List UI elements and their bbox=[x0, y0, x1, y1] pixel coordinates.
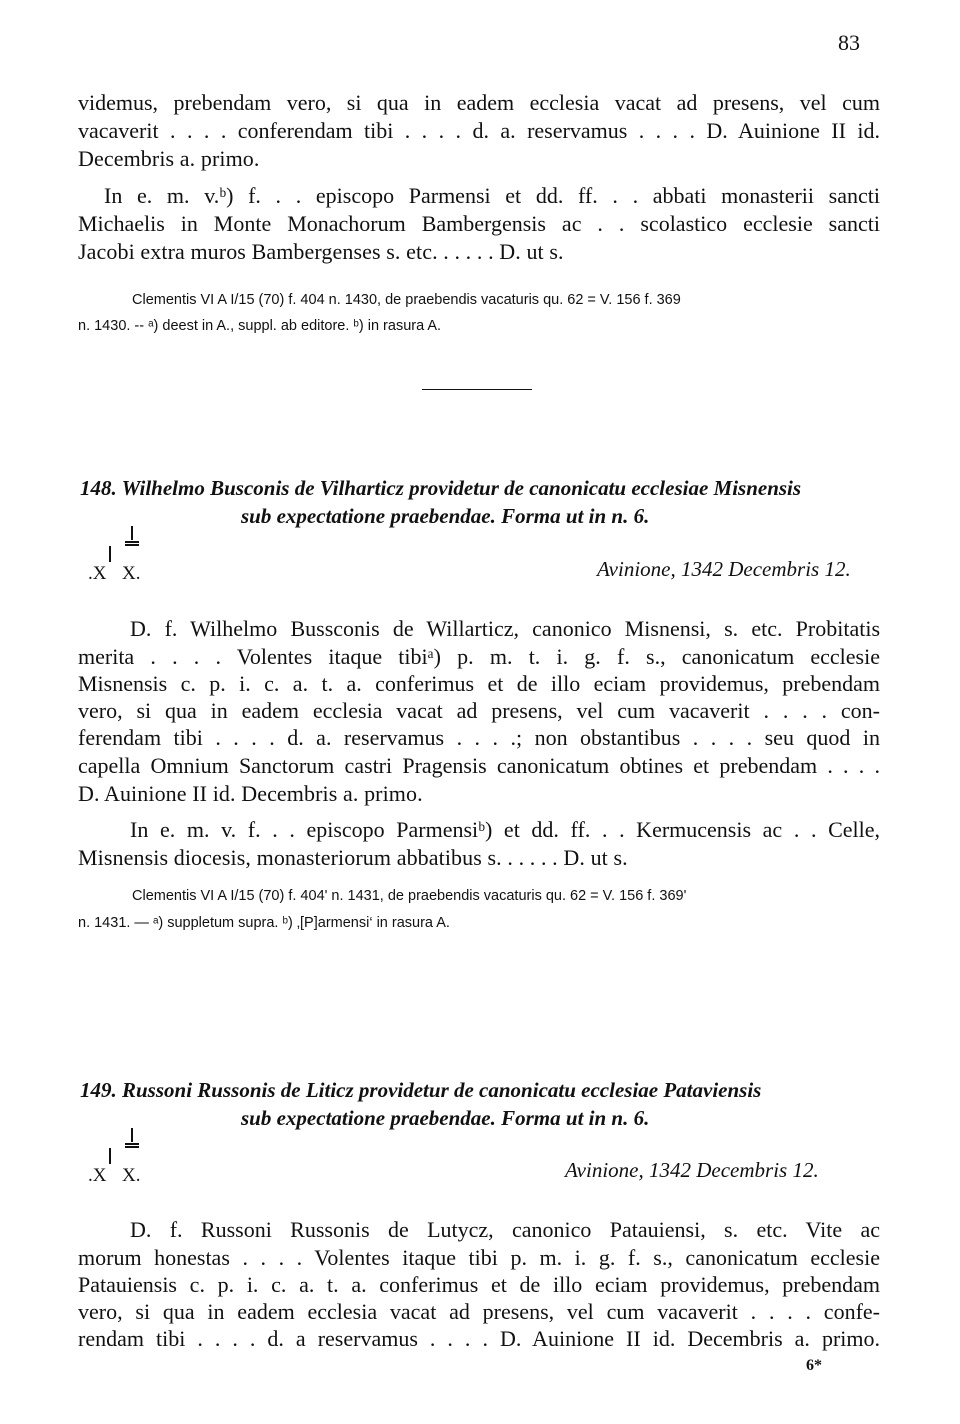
entry-148-number: 148. bbox=[80, 476, 117, 500]
text-line: videmus, prebendam vero, si qua in eadem ecclesia vacat ad presens, vel cum bbox=[78, 90, 880, 115]
entry-149-number: 149. bbox=[80, 1078, 117, 1102]
text-line: merita . . . . Volentes itaque tibiᵃ) p. m. t. i. g. f. s., canonicatum ecclesie bbox=[78, 644, 880, 669]
text-line: Jacobi extra muros Bambergenses s. etc. . . . . . D. ut s. bbox=[78, 239, 564, 264]
entry-148-date-mark bbox=[80, 540, 180, 584]
entry-149-title-line-1: Russoni Russonis de Liticz providetur de canonicatu ecclesiae Pataviensis bbox=[122, 1078, 762, 1102]
entry-149-title-line-2: sub expectatione praebendae. Forma ut in n. 6. bbox=[241, 1106, 650, 1130]
mark-left: .X bbox=[88, 1165, 107, 1186]
text-line: Decembris a. primo. bbox=[78, 146, 260, 171]
mark-stroke bbox=[122, 1128, 142, 1149]
mark-right: X. bbox=[122, 1165, 141, 1186]
text-line: rendam tibi . . . . d. a reservamus . . . . D. Auinione II id. Decembris a. primo. bbox=[78, 1326, 880, 1351]
signature-mark: 6* bbox=[806, 1357, 822, 1374]
text-line: D. f. Wilhelmo Bussconis de Willarticz, canonico Misnensi, s. etc. Probitatis bbox=[130, 616, 880, 641]
text-line: vero, si qua in eadem ecclesia vacat ad presens, vel cum vacaverit . . . . confe- bbox=[78, 1299, 880, 1324]
mark-stroke bbox=[122, 526, 142, 547]
footnote-line: Clementis VI A I/15 (70) f. 404 n. 1430, de praebendis vacaturis qu. 62 = V. 156 f. 369 bbox=[132, 292, 681, 308]
mark-left: .X bbox=[88, 563, 107, 584]
text-line: In e. m. v. f. . . episcopo Parmensiᵇ) et dd. ff. . . Kermucensis ac . . Celle, bbox=[130, 817, 880, 842]
text-line: Michaelis in Monte Monachorum Bambergensis ac . . scolastico ecclesie sancti bbox=[78, 211, 880, 236]
footnote-line: n. 1431. — ᵃ) suppletum supra. ᵇ) ‚[P]armensi‘ in rasura A. bbox=[78, 915, 450, 931]
entry-149-date: Avinione, 1342 Decembris 12. bbox=[565, 1158, 819, 1182]
page-number: 83 bbox=[838, 30, 860, 55]
text-line: In e. m. v.ᵇ) f. . . episcopo Parmensi et dd. ff. . . abbati monasterii sancti bbox=[104, 183, 880, 208]
text-line: vero, si qua in eadem ecclesia vacat ad presens, vel cum vacaverit . . . . con- bbox=[78, 698, 880, 723]
mark-right: X. bbox=[122, 563, 141, 584]
entry-149-heading bbox=[80, 1078, 761, 1103]
text-line: D. f. Russoni Russonis de Lutycz, canonico Patauiensi, s. etc. Vite ac bbox=[130, 1217, 880, 1242]
entry-148-date: Avinione, 1342 Decembris 12. bbox=[597, 557, 851, 581]
text-line: D. Auinione II id. Decembris a. primo. bbox=[78, 781, 423, 806]
entry-148-title-line-1: Wilhelmo Busconis de Vilharticz providetur de canonicatu ecclesiae Misnensis bbox=[121, 476, 802, 500]
separator-rule bbox=[422, 389, 532, 390]
text-line: morum honestas . . . . Volentes itaque tibi p. m. i. g. f. s., canonicatum ecclesie bbox=[78, 1245, 880, 1270]
entry-148-heading bbox=[80, 476, 801, 501]
text-line: Misnensis diocesis, monasteriorum abbatibus s. . . . . . D. ut s. bbox=[78, 845, 628, 870]
entry-148-title-line-2: sub expectatione praebendae. Forma ut in n. 6. bbox=[241, 504, 650, 528]
text-line: vacaverit . . . . conferendam tibi . . . . d. a. reservamus . . . . D. Auinione II id. bbox=[78, 118, 880, 143]
entry-149-date-mark bbox=[80, 1140, 180, 1184]
footnote-line: n. 1430. -- ᵃ) deest in A., suppl. ab editore. ᵇ) in rasura A. bbox=[78, 318, 442, 334]
text-line: ferendam tibi . . . . d. a. reservamus . . . .; non obstantibus . . . . seu quod in bbox=[78, 725, 880, 750]
mark-stroke bbox=[100, 546, 120, 562]
text-line: Misnensis c. p. i. c. a. t. a. conferimus et de illo eciam providemus, prebendam bbox=[78, 671, 880, 696]
text-line: capella Omnium Sanctorum castri Pragensis canonicatum obtines et prebendam . . . . bbox=[78, 753, 880, 778]
mark-stroke bbox=[100, 1148, 120, 1164]
footnote-line: Clementis VI A I/15 (70) f. 404' n. 1431, de praebendis vacaturis qu. 62 = V. 156 f. 369' bbox=[132, 888, 687, 904]
text-line: Patauiensis c. p. i. c. a. t. a. conferimus et de illo eciam providemus, prebendam bbox=[78, 1272, 880, 1297]
